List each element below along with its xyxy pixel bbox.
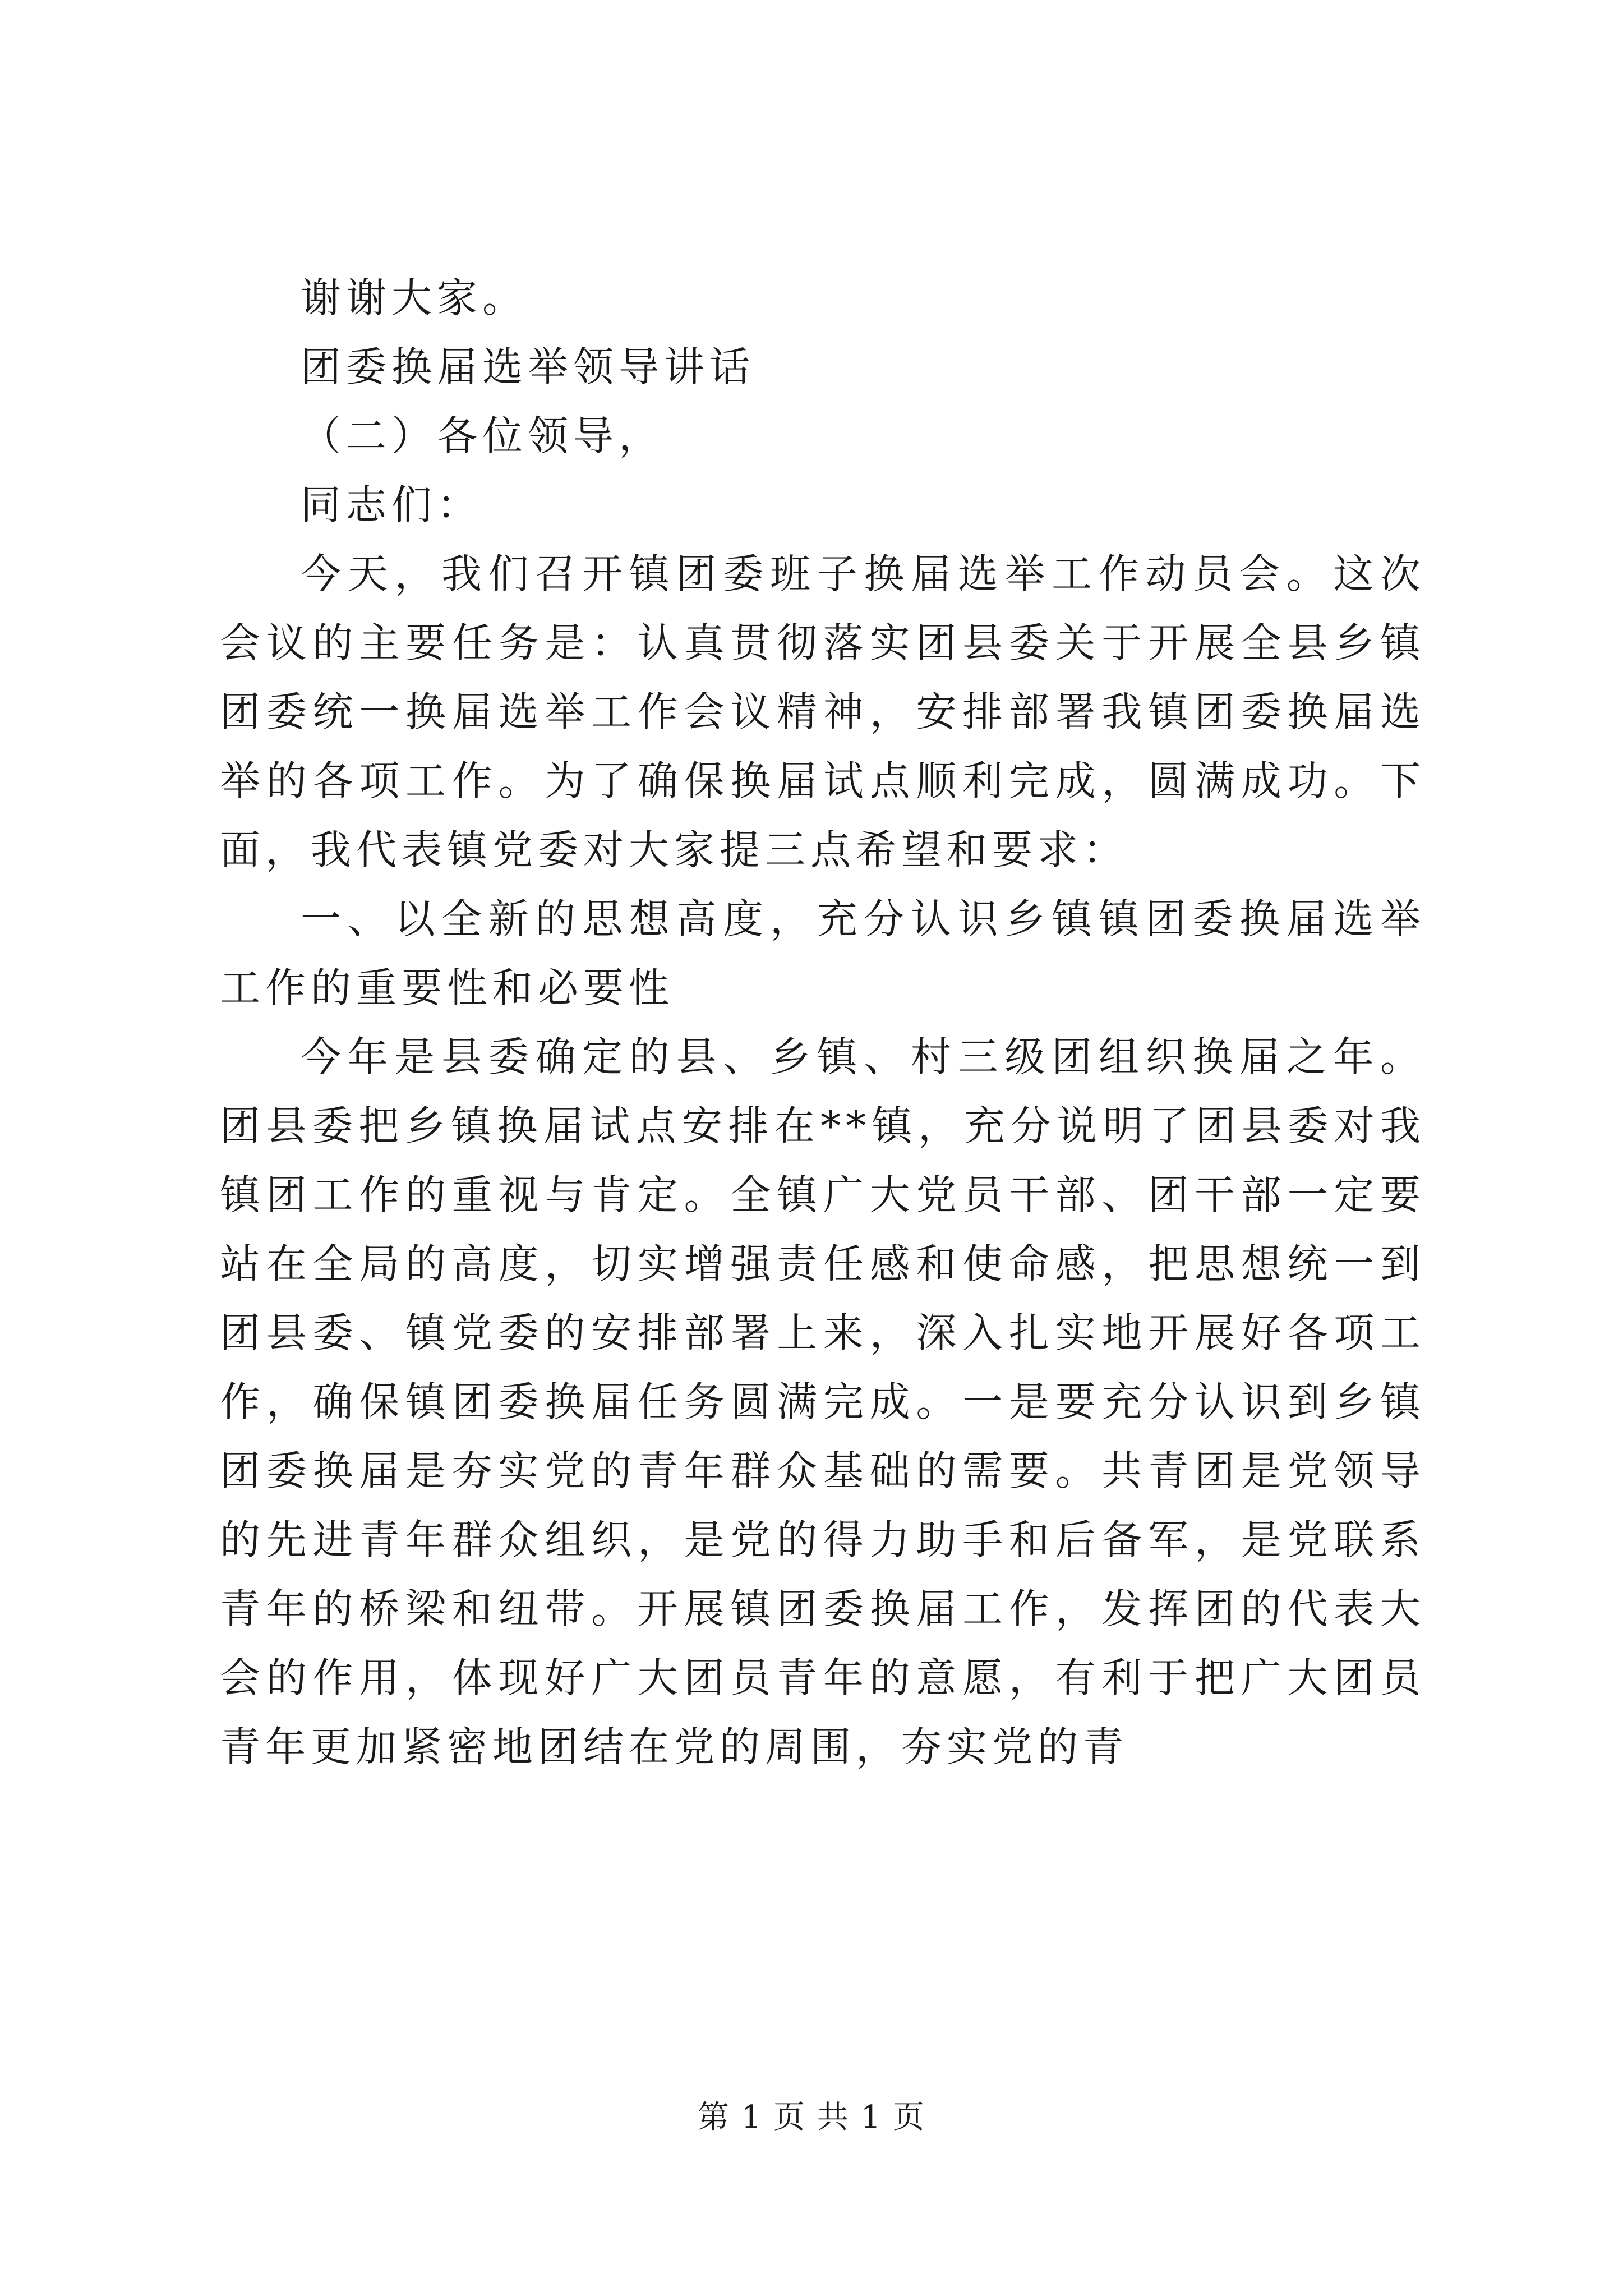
page-number-footer: 第 1 页 共 1 页 — [697, 2099, 926, 2136]
body-paragraph: 今天，我们召开镇团委班子换届选举工作动员会。这次会议的主要任务是：认真贯彻落实团县委关于开展全县乡镇团委统一换届选举工作会议精神，安排部署我镇团委换届选举的各项工作。为了确保换届试点顺利完成，圆满成功。下面，我代表镇党委对大家提三点希望和要求： — [220, 550, 1426, 873]
closing-paragraph: 谢谢大家。 — [301, 274, 528, 321]
section-title: 团委换届选举领导讲话 — [301, 343, 755, 390]
body-paragraph: 今年是县委确定的县、乡镇、村三级团组织换届之年。团县委把乡镇换届试点安排在**镇，充分说明了团县委对我镇团工作的重视与肯定。全镇广大党员干部、团干部一定要站在全局的高度，切实增强责任感和使命感，把思想统一到团县委、镇党委的安排部署上来，深入扎实地开展好各项工作，确保镇团委换届任务圆满完成。一是要充分认识到乡镇团委换届是夯实党的青年群众基础的需要。共青团是党领导的先进青年群众组织，是党的得力助手和后备军，是党联系青年的桥梁和纽带。开展镇团委换届工作，发挥团的代表大会的作用，体现好广大团员青年的意愿，有利于把广大团员青年更加紧密地团结在党的周围，夯实党的青 — [220, 1033, 1426, 1770]
salutation-line: （二）各位领导， — [301, 412, 665, 459]
salutation-line: 同志们： — [301, 481, 483, 528]
document-body — [220, 264, 1426, 1782]
section-heading: 一、以全新的思想高度，充分认识乡镇镇团委换届选举工作的重要性和必要性 — [220, 895, 1426, 1011]
